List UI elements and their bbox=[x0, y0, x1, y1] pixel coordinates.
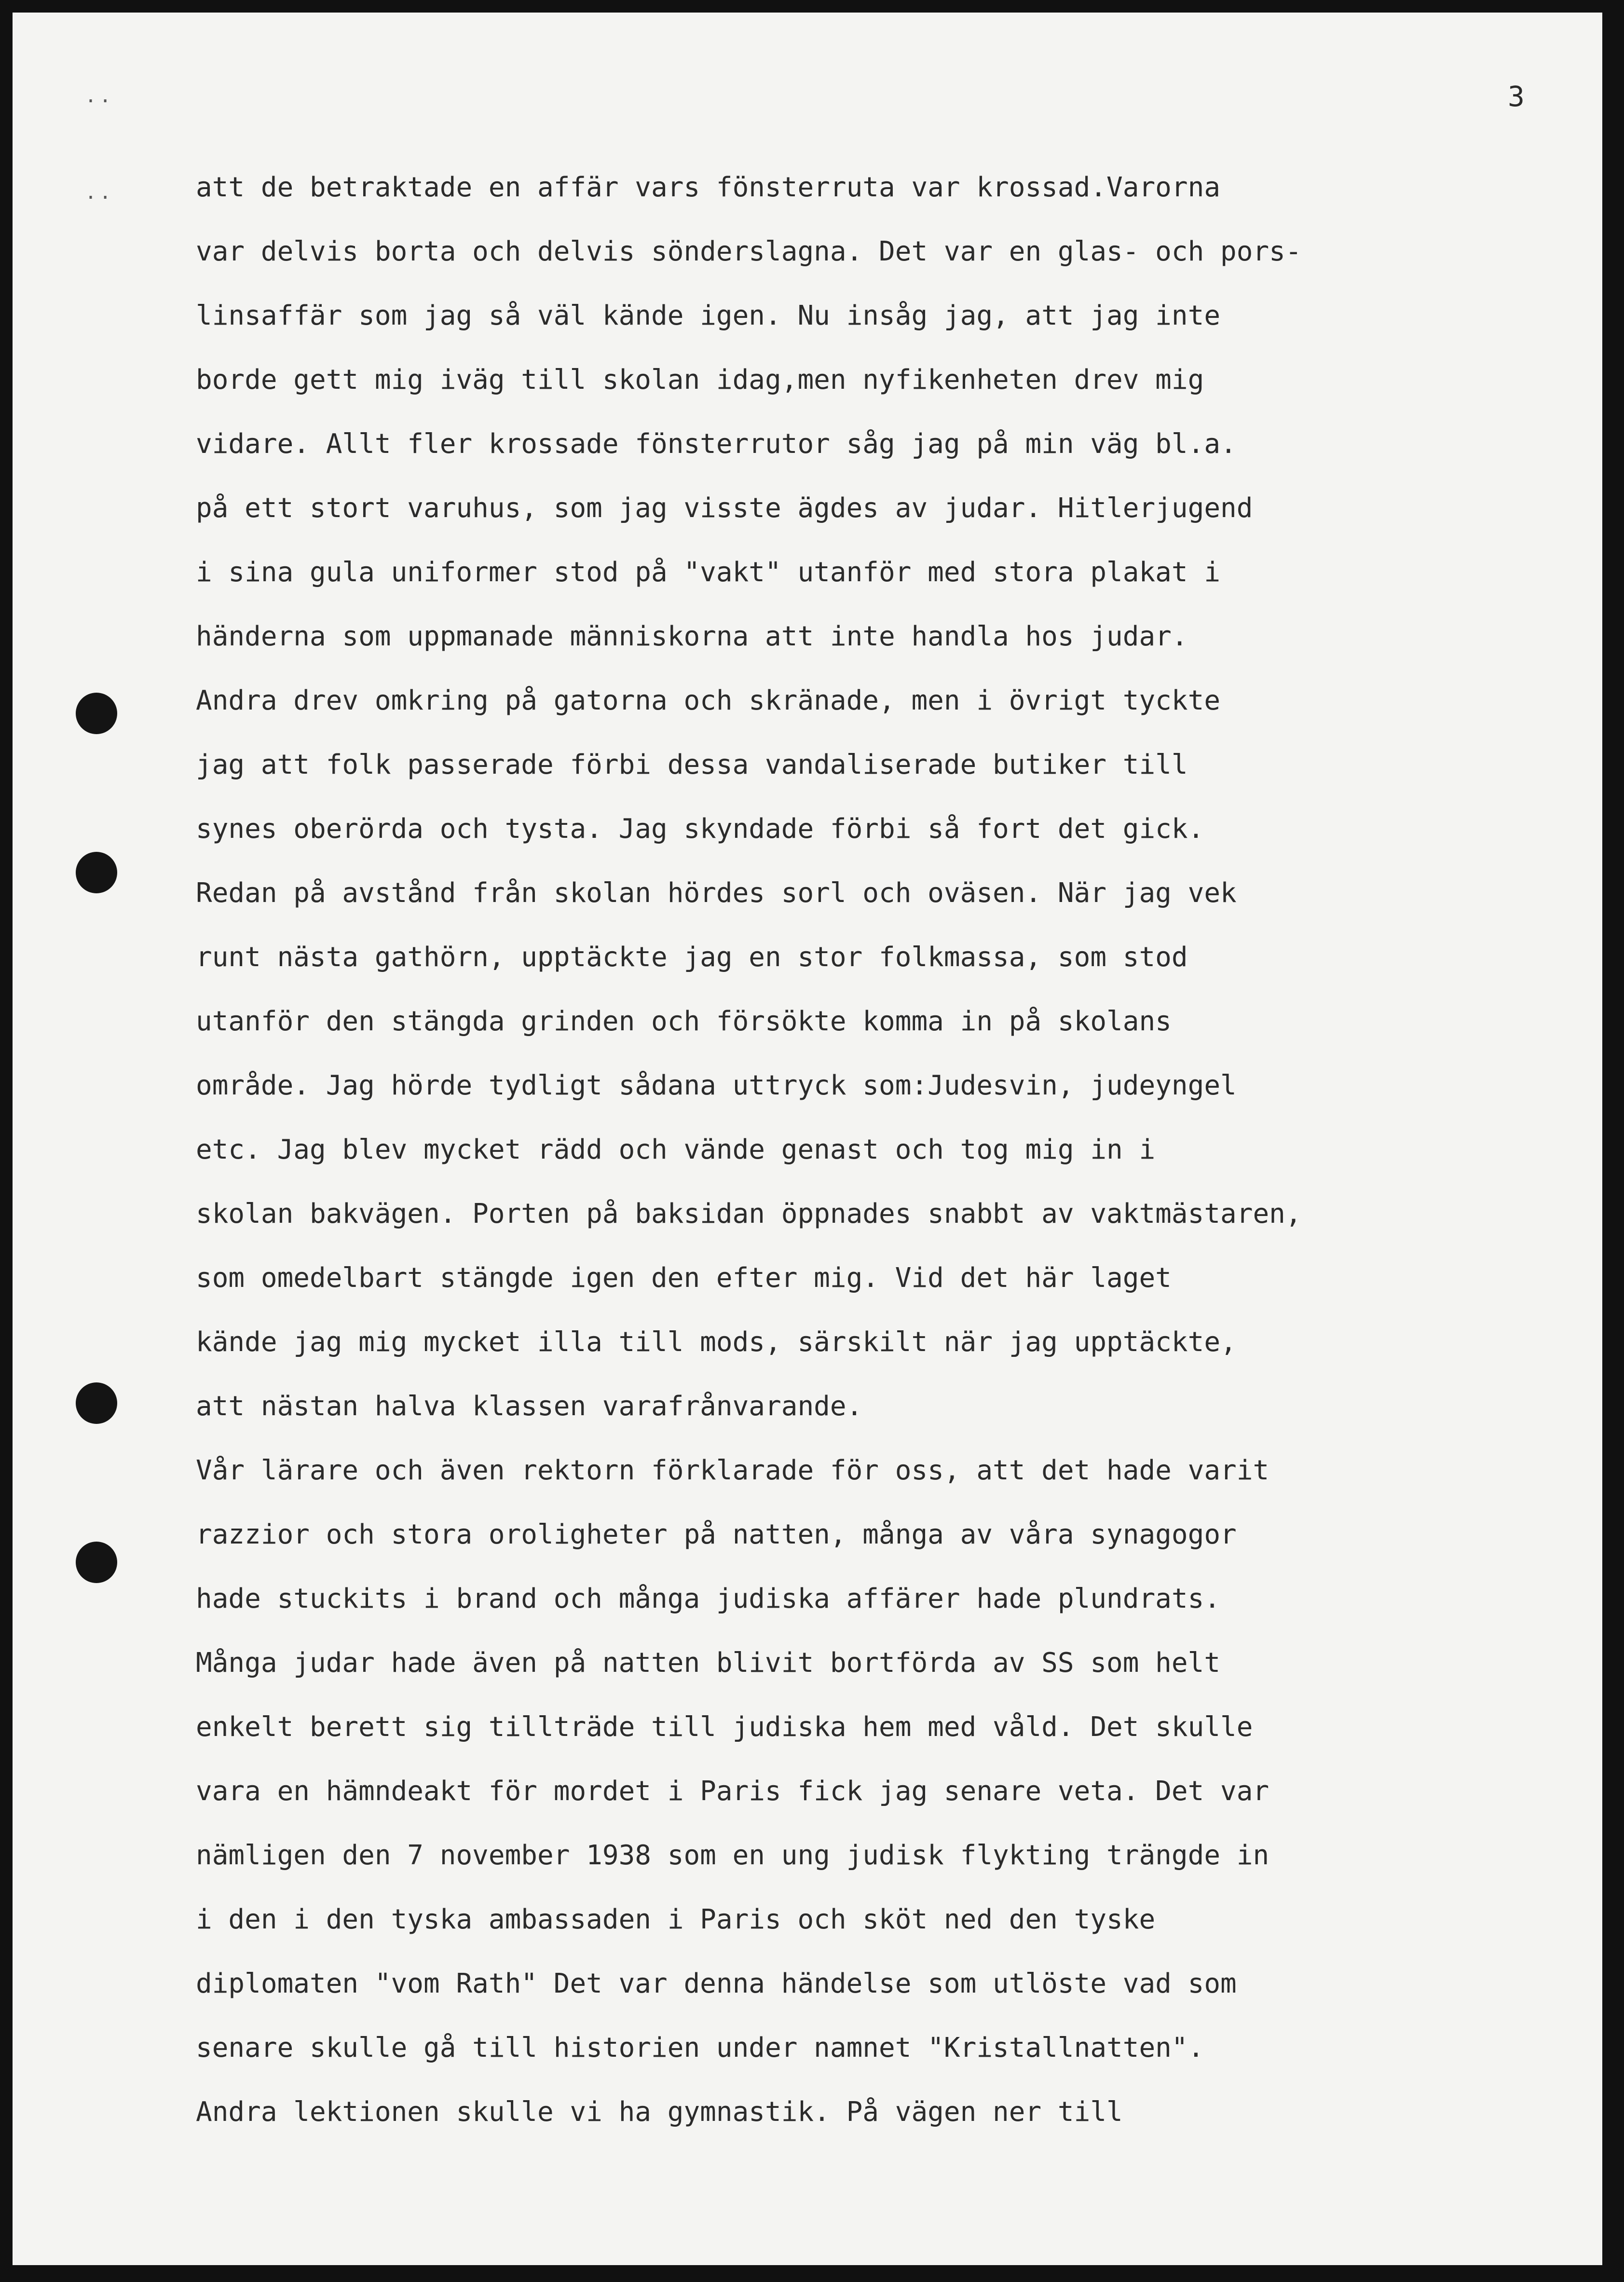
text-line: Många judar hade även på natten blivit bortförda av SS som helt bbox=[196, 1647, 1221, 1679]
text-line: område. Jag hörde tydligt sådana uttryck som:Judesvin, judeyngel bbox=[196, 1070, 1237, 1101]
punch-hole bbox=[76, 852, 117, 893]
text-line: etc. Jag blev mycket rädd och vände genast och tog mig in i bbox=[196, 1134, 1156, 1165]
text-line: linsaffär som jag så väl kände igen. Nu insåg jag, att jag inte bbox=[196, 300, 1221, 331]
text-line: vidare. Allt fler krossade fönsterrutor såg jag på min väg bl.a. bbox=[196, 428, 1237, 460]
text-line: enkelt berett sig tillträde till judiska hem med våld. Det skulle bbox=[196, 1711, 1253, 1743]
text-line: som omedelbart stängde igen den efter mig. Vid det här laget bbox=[196, 1262, 1172, 1294]
text-line: i den i den tyska ambassaden i Paris och sköt ned den tyske bbox=[196, 1904, 1156, 1935]
text-line: var delvis borta och delvis sönderslagna. Det var en glas- och pors- bbox=[196, 236, 1302, 267]
text-line: razzior och stora oroligheter på natten, många av våra synagogor bbox=[196, 1519, 1237, 1550]
text-line: på ett stort varuhus, som jag visste ägdes av judar. Hitlerjugend bbox=[196, 492, 1253, 524]
text-line: jag att folk passerade förbi dessa vandaliserade butiker till bbox=[196, 749, 1188, 780]
corner-mark-bottom: .. bbox=[85, 181, 114, 204]
page-number: 3 bbox=[1508, 80, 1525, 113]
text-line: diplomaten "vom Rath" Det var denna händelse som utlöste vad som bbox=[196, 1968, 1237, 1999]
punch-hole bbox=[76, 1542, 117, 1583]
text-line: i sina gula uniformer stod på "vakt" utanför med stora plakat i bbox=[196, 557, 1221, 588]
text-line: skolan bakvägen. Porten på baksidan öppnades snabbt av vaktmästaren, bbox=[196, 1198, 1302, 1230]
text-line: händerna som uppmanade människorna att inte handla hos judar. bbox=[196, 621, 1188, 652]
text-line: utanför den stängda grinden och försökte komma in på skolans bbox=[196, 1006, 1172, 1037]
document-page bbox=[13, 13, 1602, 2265]
corner-mark-top: .. bbox=[85, 85, 114, 107]
text-line: synes oberörda och tysta. Jag skyndade förbi så fort det gick. bbox=[196, 813, 1204, 845]
text-line: kände jag mig mycket illa till mods, särskilt när jag upptäckte, bbox=[196, 1326, 1237, 1358]
text-line: borde gett mig iväg till skolan idag,men nyfikenheten drev mig bbox=[196, 364, 1204, 396]
text-line: hade stuckits i brand och många judiska affärer hade plundrats. bbox=[196, 1583, 1221, 1614]
text-line: Redan på avstånd från skolan hördes sorl och oväsen. När jag vek bbox=[196, 877, 1237, 909]
text-line: senare skulle gå till historien under namnet "Kristallnatten". bbox=[196, 2032, 1204, 2063]
text-line: att de betraktade en affär vars fönsterruta var krossad.Varorna bbox=[196, 172, 1221, 203]
text-line: nämligen den 7 november 1938 som en ung judisk flykting trängde in bbox=[196, 1840, 1269, 1871]
punch-hole bbox=[76, 1382, 117, 1424]
typewritten-text bbox=[196, 155, 1595, 2144]
text-line: Vår lärare och även rektorn förklarade för oss, att det hade varit bbox=[196, 1455, 1269, 1486]
text-line: Andra drev omkring på gatorna och skränade, men i övrigt tyckte bbox=[196, 685, 1221, 716]
text-line: Andra lektionen skulle vi ha gymnastik. På vägen ner till bbox=[196, 2096, 1123, 2128]
text-line: runt nästa gathörn, upptäckte jag en stor folkmassa, som stod bbox=[196, 942, 1188, 973]
text-line: vara en hämndeakt för mordet i Paris fick jag senare veta. Det var bbox=[196, 1776, 1269, 1807]
text-line: att nästan halva klassen varafrånvarande. bbox=[196, 1391, 863, 1422]
punch-hole bbox=[76, 693, 117, 734]
